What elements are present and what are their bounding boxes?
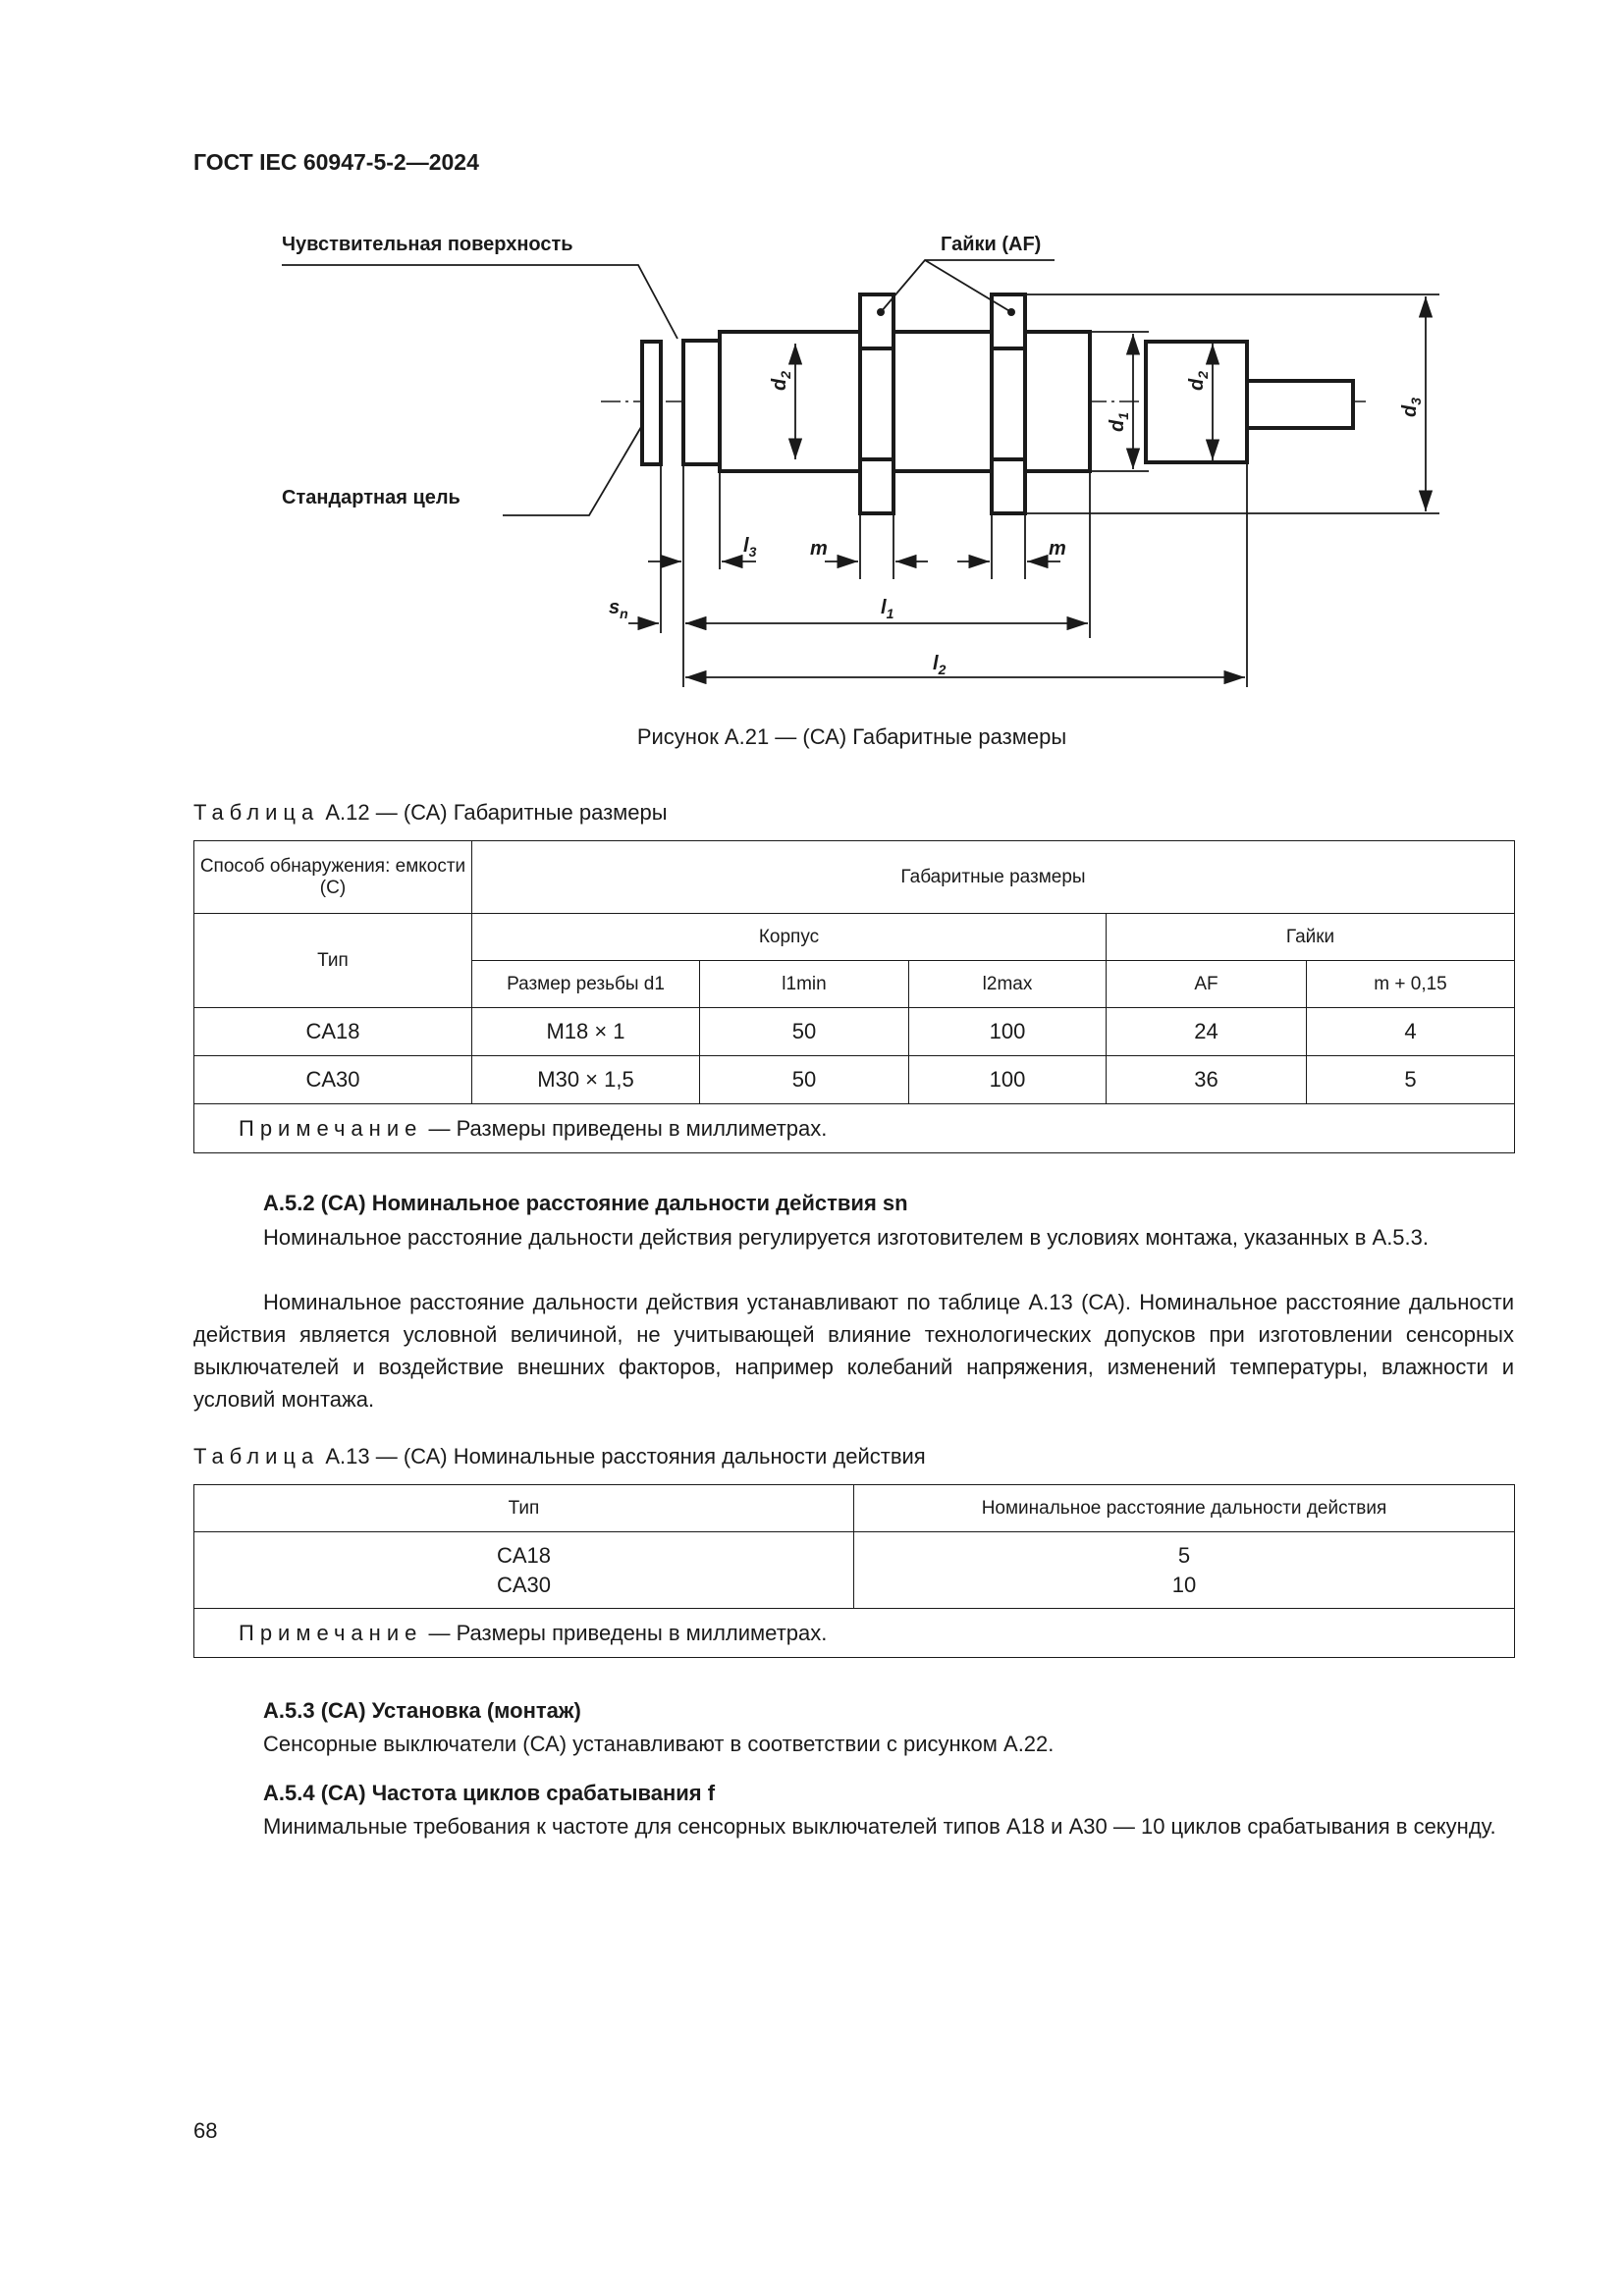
rear-body [1146, 342, 1247, 462]
col-thread: Размер резьбы d1 [472, 961, 700, 1008]
svg-text:d1: $d_1$ [1107, 411, 1131, 432]
page-number: 68 [193, 2118, 218, 2143]
table-row: CA18 CA30 5 10 [194, 1532, 1515, 1609]
col-m: m + 0,15 [1307, 961, 1515, 1008]
section-a52-para1: Номинальное расстояние дальности действия регулируется изготовителем в условиях монтажа, указанных в А.5.3. [263, 1225, 1430, 1250]
svg-text:l3: $l_3$ [743, 535, 757, 560]
body-header: Корпус [472, 914, 1107, 961]
table-a13 [193, 1484, 1515, 1658]
table-row: CA30 M30 × 1,5 50 100 36 5 [194, 1056, 1515, 1104]
range-header: Номинальное расстояние дальности действия [854, 1485, 1515, 1532]
table-row: CA18 M18 × 1 50 100 24 4 [194, 1008, 1515, 1056]
svg-text:d2: $d_2$ [769, 370, 793, 391]
section-a54-heading: А.5.4 (СА) Частота циклов срабатывания f [263, 1781, 716, 1805]
table13-caption: Таблица А.13 — (СА) Номинальные расстояния дальности действия [193, 1444, 926, 1468]
type-header: Тип [194, 914, 472, 1008]
document-header: ГОСТ IEC 60947-5-2—2024 [193, 149, 479, 175]
section-a53-heading: А.5.3 (СА) Установка (монтаж) [263, 1698, 581, 1723]
svg-text:sn: $s_n$ [609, 597, 628, 621]
sensor-body [720, 332, 1090, 471]
svg-text:m: m [810, 538, 828, 560]
col-l1min: l1min [700, 961, 909, 1008]
type-header: Тип [194, 1485, 854, 1532]
section-a53-para: Сенсорные выключатели (СА) устанавливают в соответствии с рисунком А.22. [263, 1732, 1055, 1756]
method-header: Способ обнаружения: емкости (С) [194, 841, 472, 914]
table12-caption: Таблица А.12 — (СА) Габаритные размеры [193, 800, 668, 825]
standard-target [642, 342, 661, 464]
svg-text:d2: $d_2$ [1186, 370, 1211, 391]
svg-text:m: m [1049, 538, 1066, 560]
label-nuts: Гайки (AF) [941, 234, 1042, 255]
figure-caption: Рисунок А.21 — (СА) Габаритные размеры [636, 724, 1067, 749]
nut-right [992, 294, 1025, 513]
svg-text:d3: $d_3$ [1399, 397, 1424, 417]
section-a54-para: Минимальные требования к частоте для сенсорных выключателей типов А18 и А30 — 10 циклов срабатывания в секунду. [263, 1814, 1496, 1839]
col-af: AF [1107, 961, 1307, 1008]
table-a12 [193, 840, 1515, 1153]
label-standard-target: Стандартная цель [282, 487, 460, 508]
dims-header: Габаритные размеры [472, 841, 1515, 914]
table13-note: Примечание — Размеры приведены в миллиметрах. [194, 1609, 1515, 1658]
cable [1247, 381, 1353, 428]
table12-note: Примечание — Размеры приведены в миллиметрах. [194, 1104, 1515, 1153]
section-a52-para2: Номинальное расстояние дальности действия устанавливают по таблице А.13 (СА). Номинальное расстояние дальности действия является условной величиной, не учитывающей влияние технологических допусков при изготовлении сенсорных выключателей и воздействие внешних факторов, например колебаний напряжения, изменений температуры, влажности и условий монтажа. [193, 1290, 1514, 1412]
section-a52-heading: А.5.2 (СА) Номинальное расстояние дальности действия sn [263, 1191, 908, 1215]
nut-left [860, 294, 893, 513]
label-sensing-surface: Чувствительная поверхность [282, 234, 573, 255]
sensing-face [683, 341, 720, 464]
nuts-header: Гайки [1107, 914, 1515, 961]
dimension-drawing [0, 0, 1624, 746]
col-l2max: l2max [909, 961, 1107, 1008]
svg-text:l1: $l_1$ [881, 597, 894, 621]
svg-text:l2: $l_2$ [933, 653, 947, 677]
